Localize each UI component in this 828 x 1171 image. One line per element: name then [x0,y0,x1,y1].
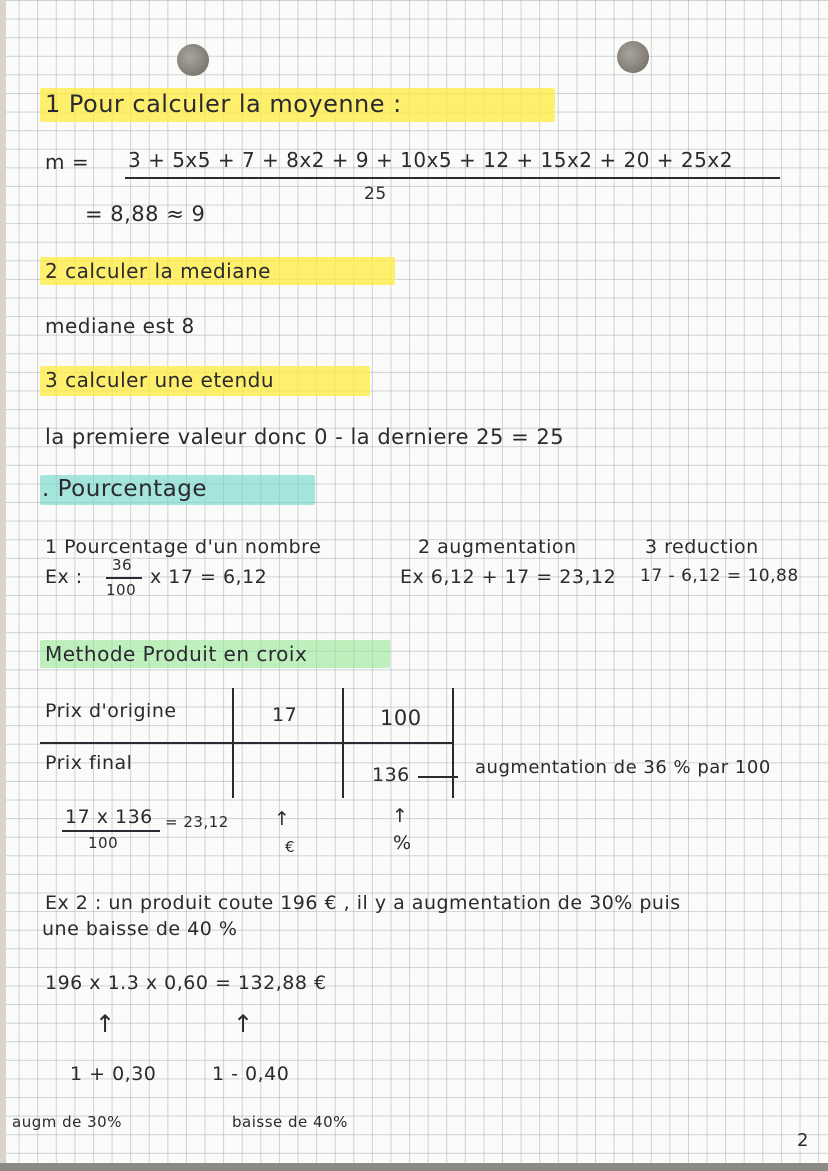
label-augm: augm de 30% [12,1113,122,1131]
unit-percent: % [393,832,412,854]
factor-baisse: 1 - 0,40 [212,1063,290,1085]
arrow-line [418,776,458,778]
augmentation-note: augmentation de 36 % par 100 [475,757,771,778]
subheading-reduction: 3 reduction [645,536,759,558]
factor-augmentation: 1 + 0,30 [70,1063,157,1085]
calc-numerator: 17 x 136 [65,806,153,828]
calc-denominator: 100 [88,834,119,852]
page-number: 2 [797,1130,809,1151]
punch-hole [617,41,649,73]
ex2-calc: 196 x 1.3 x 0,60 = 132,88 € [45,972,327,994]
heading-etendu: 3 calculer une etendu [45,368,275,392]
table-cell: 100 [380,706,422,730]
heading-methode: Methode Produit en croix [45,642,308,666]
formula-denominator: 25 [364,184,387,204]
heading-pourcentage: . Pourcentage [42,476,208,502]
ex1-label: Ex : [45,566,83,588]
table-cell: 17 [272,704,298,726]
moyenne-result: = 8,88 ≈ 9 [85,202,206,226]
heading-moyenne: 1 Pour calculer la moyenne : [45,90,402,118]
subheading-augmentation: 2 augmentation [418,536,577,558]
arrow-up-icon: ↑ [95,1010,116,1038]
table-divider [40,742,454,744]
ex2-line1: Ex 2 : un produit coute 196 € , il y a augmentation de 30% puis [45,892,681,914]
table-cell: Prix d'origine [45,700,177,722]
unit-euro: € [285,838,296,856]
mediane-text: mediane est 8 [45,314,195,338]
etendu-text: la premiere valeur donc 0 - la derniere 25 = 25 [45,425,565,449]
fraction-bar [125,177,780,179]
punch-hole [177,44,209,76]
ex1-rest: x 17 = 6,12 [150,566,268,588]
subheading-pourcentage-nombre: 1 Pourcentage d'un nombre [45,536,322,558]
calc-result: = 23,12 [165,813,229,831]
ex-augmentation: Ex 6,12 + 17 = 23,12 [400,566,617,588]
paper-edge [0,0,6,1171]
label-baisse: baisse de 40% [232,1113,348,1131]
paper-bottom-edge [0,1163,828,1171]
fraction-bar [106,577,142,579]
ex2-line2: une baisse de 40 % [42,918,238,940]
formula-numerator: 3 + 5x5 + 7 + 8x2 + 9 + 10x5 + 12 + 15x2 + 20 + 25x2 [128,148,733,172]
arrow-up-icon: ↑ [392,805,409,827]
table-cell: 136 [372,764,410,786]
arrow-up-icon: ↑ [233,1010,254,1038]
ex1-numerator: 36 [112,556,133,574]
ex1-denominator: 100 [106,581,137,599]
fraction-bar [62,830,160,832]
arrow-up-icon: ↑ [274,808,291,830]
ex-reduction: 17 - 6,12 = 10,88 [640,566,799,586]
m-label: m = [45,150,90,174]
heading-mediane: 2 calculer la mediane [45,259,271,283]
table-cell: Prix final [45,752,133,774]
